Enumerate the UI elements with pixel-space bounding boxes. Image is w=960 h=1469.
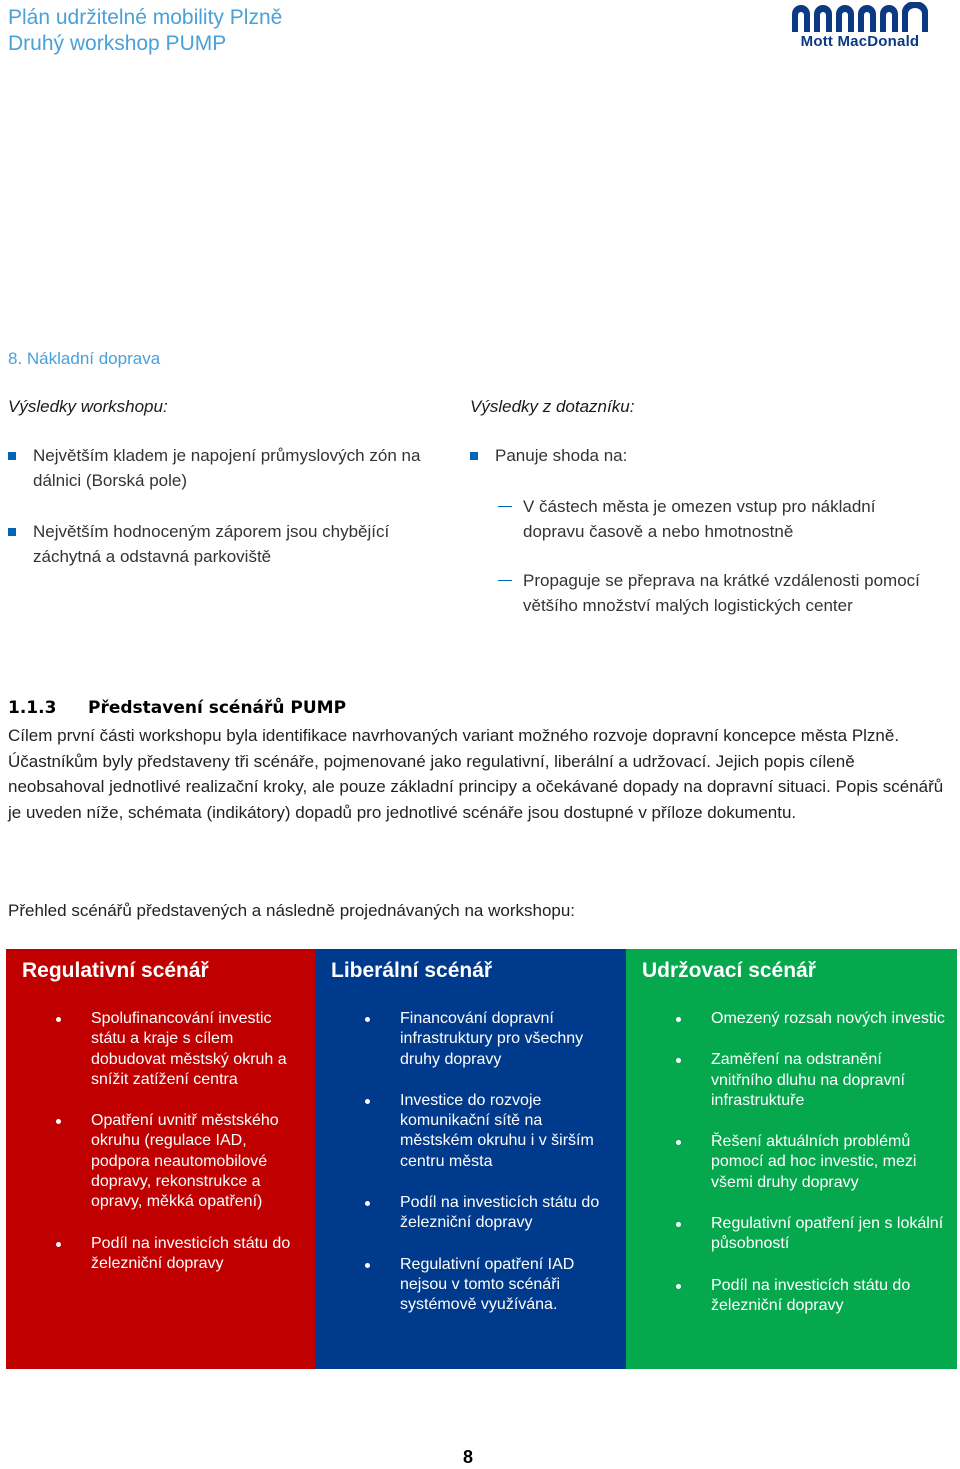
bullet-icon [676, 1284, 681, 1289]
logo-text: Mott MacDonald [800, 33, 920, 50]
section-title: Představení scénářů PUMP [88, 698, 347, 718]
bullet-icon [365, 1201, 370, 1206]
bullet-icon [676, 1140, 681, 1145]
scenario-box-maintenance [626, 949, 957, 1369]
list-item: Největším kladem je napojení průmyslových zón na dálnici (Borská pole) [8, 443, 433, 493]
list-item: Řešení aktuálních problémů pomocí ad hoc investic, mezi všemi druhy dopravy [626, 1132, 947, 1193]
scenario-box-regulative [6, 949, 315, 1369]
bullet-icon [676, 1222, 681, 1227]
questionnaire-results-heading: Výsledky z dotazníku: [470, 397, 635, 416]
section-heading-113 [8, 698, 346, 718]
square-bullet-icon [8, 452, 16, 460]
list-item: V částech města je omezen vstup pro nákladní dopravu časově a nebo hmotnostně [470, 494, 940, 544]
list-item: Propaguje se přeprava na krátké vzdálenosti pomocí většího množství malých logistických center [470, 568, 940, 618]
dash-bullet-icon [498, 580, 512, 581]
bullet-icon [365, 1099, 370, 1104]
scenario-box-liberal [315, 949, 626, 1369]
list-item: Opatření uvnitř městského okruhu (regulace IAD, podpora neautomobilové dopravy, rekonstrukce a opravy, měkká opatření) [6, 1111, 305, 1212]
questionnaire-lead: Panuje shoda na: [470, 443, 960, 468]
scenario-list [6, 1009, 305, 1295]
list-item: Největším hodnoceným záporem jsou chybějící záchytná a odstavná parkoviště [8, 519, 433, 569]
square-bullet-icon [8, 528, 16, 536]
bullet-icon [365, 1017, 370, 1022]
list-item: Omezený rozsah nových investic [626, 1009, 947, 1029]
scenario-overview-lead: Přehled scénářů představených a následně projednávaných na workshopu: [8, 901, 576, 920]
list-item: Zaměření na odstranění vnitřního dluhu na dopravní infrastruktuře [626, 1050, 947, 1111]
square-bullet-icon [470, 452, 478, 460]
list-item: Spolufinancování investic státu a kraje s cílem dobudovat městský okruh a snížit zatížení centra [6, 1009, 305, 1090]
list-item: Financování dopravní infrastruktury pro všechny druhy dopravy [315, 1009, 616, 1070]
dash-bullet-icon [498, 506, 512, 507]
section-heading-8: 8. Nákladní doprava [8, 349, 161, 368]
company-logo [788, 2, 932, 50]
scenario-title: Liberální scénář [331, 959, 493, 982]
scenario-title: Regulativní scénář [22, 959, 209, 982]
scenario-title: Udržovací scénář [642, 959, 816, 982]
list-item: Investice do rozvoje komunikační sítě na městském okruhu i v širším centru města [315, 1091, 616, 1172]
questionnaire-results-list [470, 494, 940, 618]
bullet-icon [56, 1119, 61, 1124]
section-number: 1.1.3 [8, 698, 57, 718]
logo-arches-icon [788, 2, 932, 32]
list-item: Podíl na investicích státu do železniční dopravy [626, 1276, 947, 1317]
list-item: Regulativní opatření IAD nejsou v tomto scénáři systémově využívána. [315, 1255, 616, 1316]
bullet-icon [56, 1017, 61, 1022]
list-item: Podíl na investicích státu do železniční dopravy [6, 1234, 305, 1275]
scenario-list [315, 1009, 616, 1337]
bullet-icon [676, 1058, 681, 1063]
scenario-list [626, 1009, 947, 1337]
list-item: Podíl na investicích státu do železniční dopravy [315, 1193, 616, 1234]
bullet-icon [56, 1242, 61, 1247]
list-item: Regulativní opatření jen s lokální působností [626, 1214, 947, 1255]
document-subtitle: Druhý workshop PUMP [8, 32, 227, 55]
body-paragraph: Cílem první části workshopu byla identifikace navrhovaných variant možného rozvoje dopravní koncepce města Plzně. Účastníkům byly představeny tři scénáře, pojmenované jako regulativní, liberální a udržovací. Jejich popis cíleně neobsahoval jednotlivé realizační kroky, ale pouze základní principy a očekávané dopady na dopravní situaci. Popis scénářů je uveden níže, schémata (indikátory) dopadů pro jednotlivé scénáře jsou dostupné v příloze dokumentu. [8, 726, 944, 822]
bullet-icon [365, 1263, 370, 1268]
page-number: 8 [462, 1447, 473, 1467]
bullet-icon [676, 1017, 681, 1022]
workshop-results-heading: Výsledky workshopu: [8, 397, 168, 416]
document-title: Plán udržitelné mobility Plzně [8, 6, 283, 29]
workshop-results-list [8, 443, 433, 569]
